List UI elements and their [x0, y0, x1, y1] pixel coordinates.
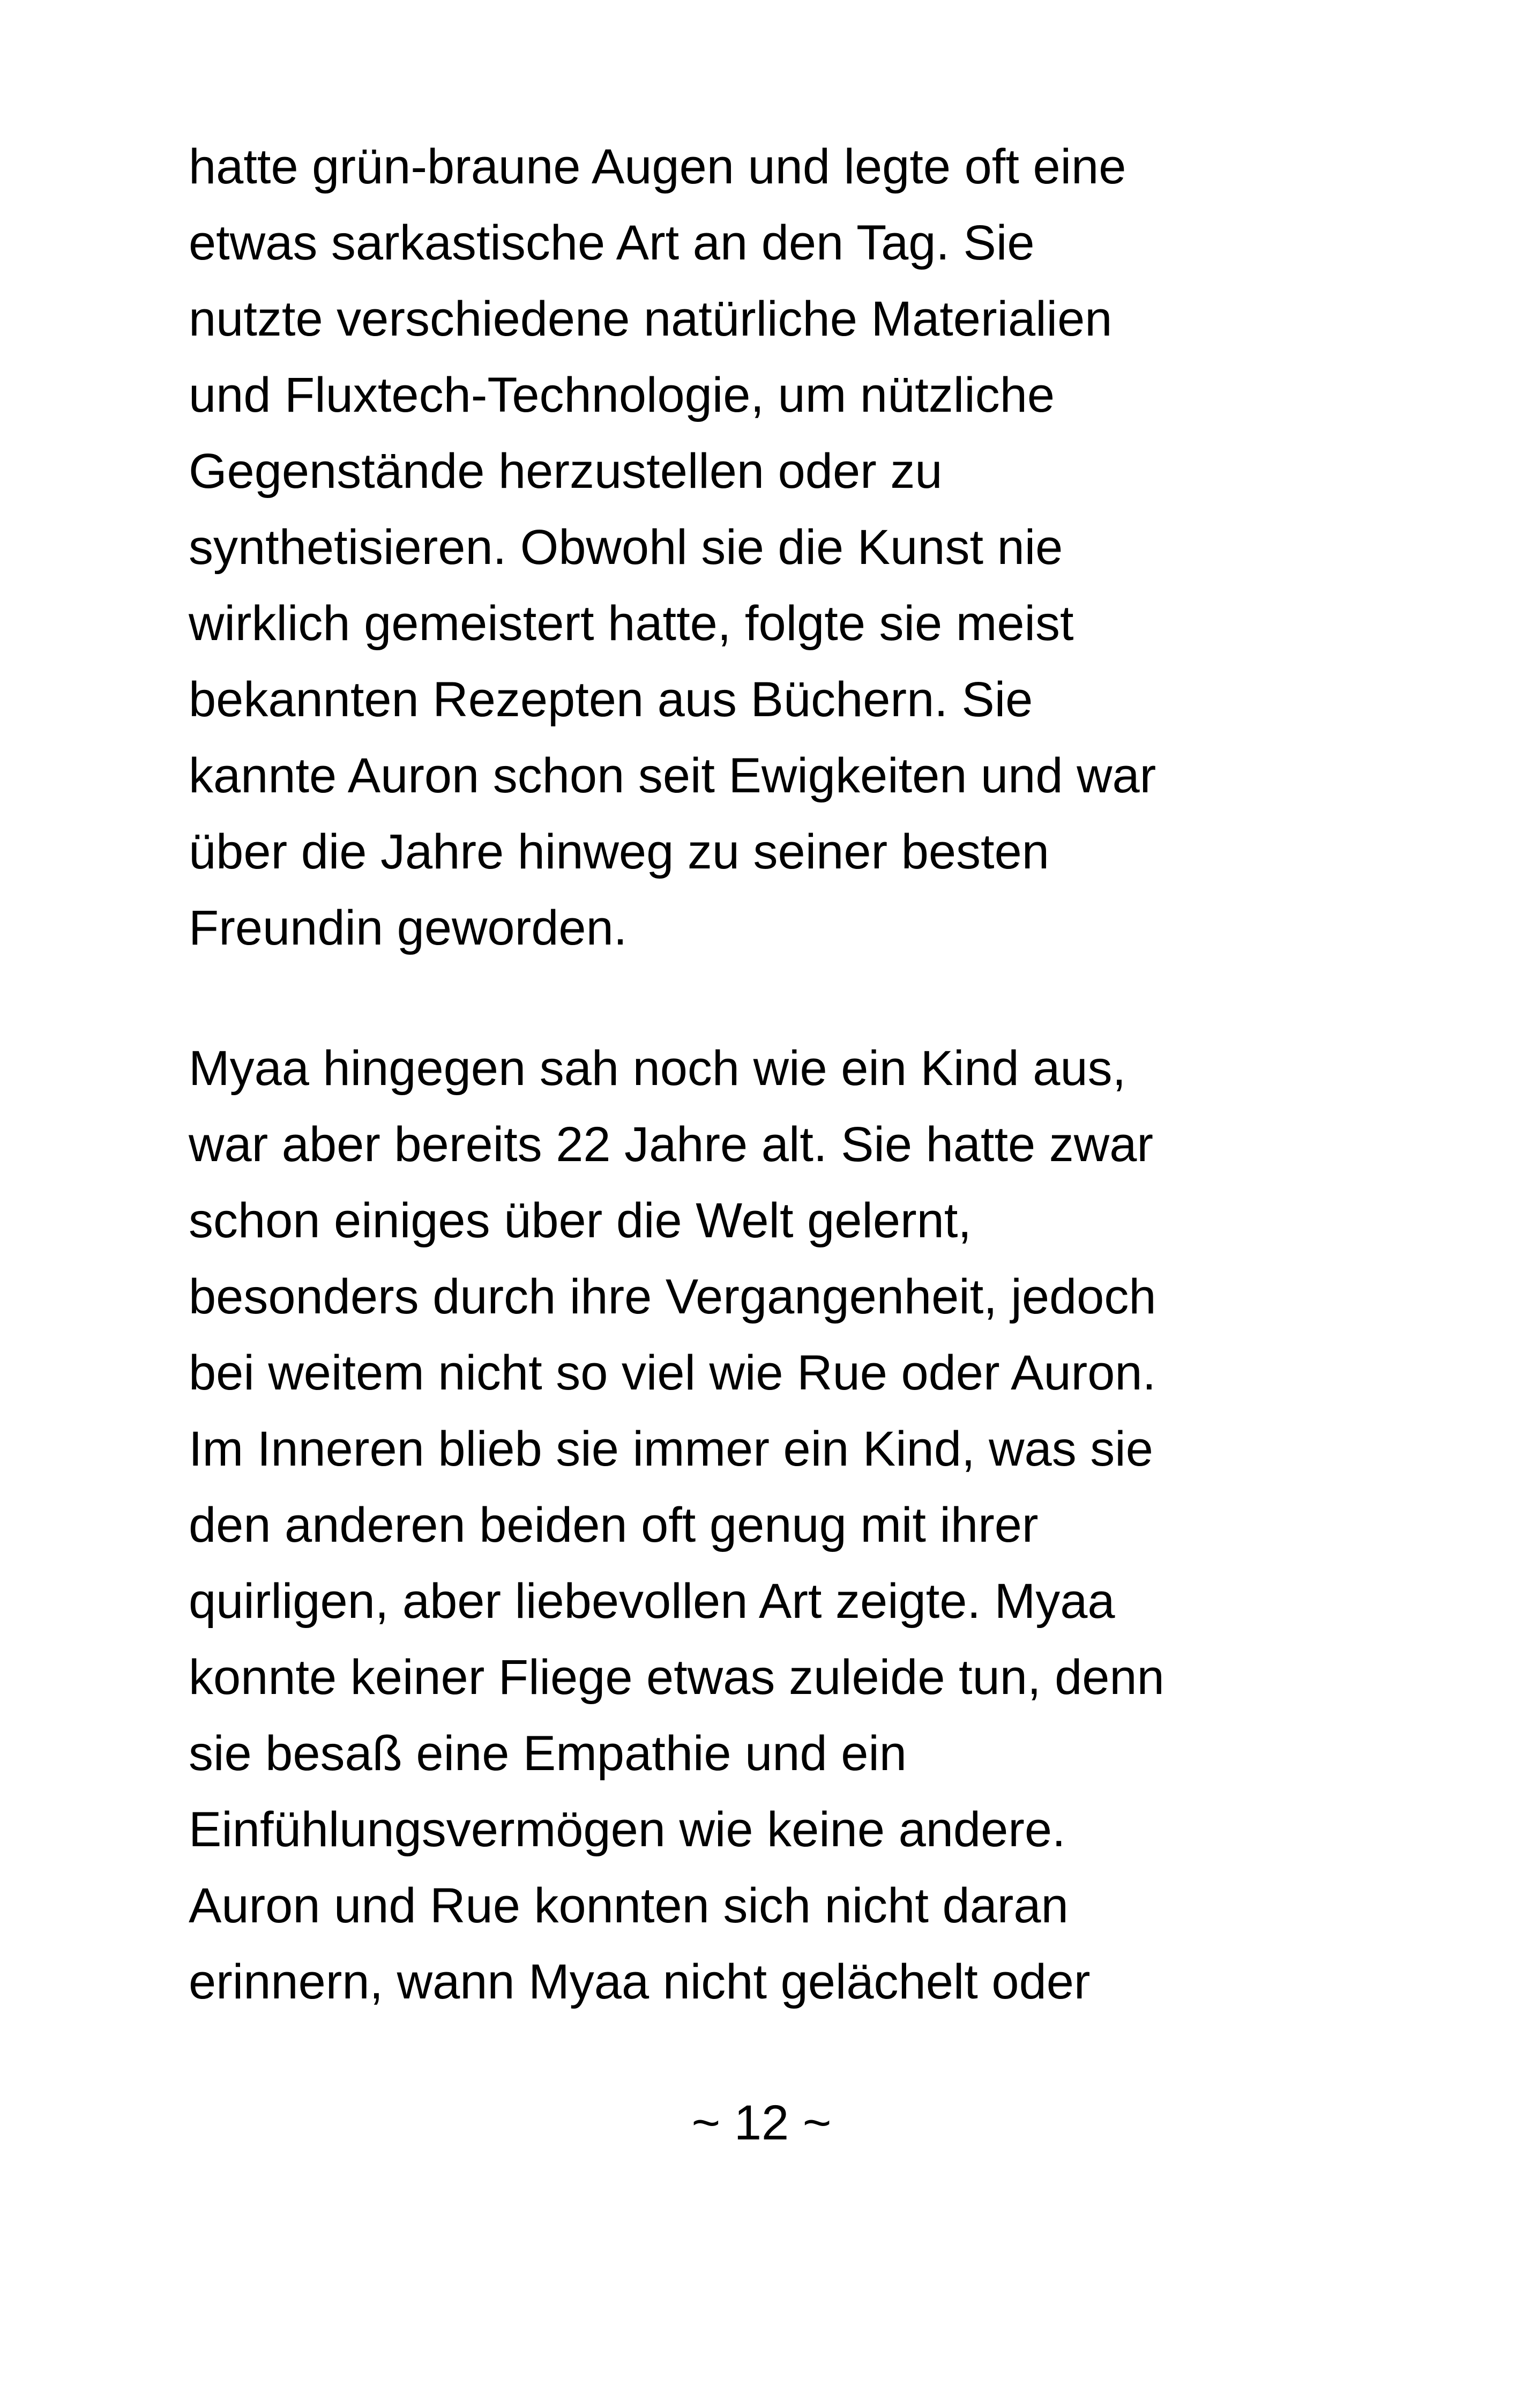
- text-line: und Fluxtech-Technologie, um nützliche: [189, 368, 1055, 422]
- text-line: quirligen, aber liebevollen Art zeigte. Myaa: [189, 1574, 1115, 1629]
- text-line: Im Inneren blieb sie immer ein Kind, was sie: [189, 1422, 1153, 1476]
- text-line: Freundin geworden.: [189, 901, 628, 955]
- text-line: Myaa hingegen sah noch wie ein Kind aus,: [189, 1041, 1126, 1096]
- paragraph-2: [189, 1030, 1341, 2020]
- text-line: Gegenstände herzustellen oder zu: [189, 444, 943, 499]
- text-line: besonders durch ihre Vergangenheit, jedoch: [189, 1269, 1156, 1324]
- body-text: [189, 129, 1341, 2020]
- text-line: wirklich gemeistert hatte, folgte sie meist: [189, 596, 1074, 651]
- text-line: bei weitem nicht so viel wie Rue oder Auron.: [189, 1346, 1156, 1400]
- text-line: hatte grün-braune Augen und legte oft eine: [189, 139, 1126, 194]
- text-line: schon einiges über die Welt gelernt,: [189, 1193, 972, 1248]
- paragraph-1: [189, 129, 1341, 966]
- text-line: bekannten Rezepten aus Büchern. Sie: [189, 672, 1033, 727]
- text-line: Einfühlungsvermögen wie keine andere.: [189, 1802, 1066, 1857]
- text-line: kannte Auron schon seit Ewigkeiten und war: [189, 748, 1156, 803]
- text-line: den anderen beiden oft genug mit ihrer: [189, 1498, 1039, 1552]
- text-line: Auron und Rue konnten sich nicht daran: [189, 1878, 1069, 1933]
- text-line: sie besaß eine Empathie und ein: [189, 1726, 907, 1781]
- text-line: synthetisieren. Obwohl sie die Kunst nie: [189, 520, 1063, 575]
- text-line: nutzte verschiedene natürliche Materialien: [189, 292, 1113, 346]
- text-line: etwas sarkastische Art an den Tag. Sie: [189, 215, 1035, 270]
- page-number: ~ 12 ~: [691, 2095, 832, 2150]
- text-line: erinnern, wann Myaa nicht gelächelt oder: [189, 1954, 1091, 2009]
- text-line: über die Jahre hinweg zu seiner besten: [189, 824, 1049, 879]
- text-line: konnte keiner Fliege etwas zuleide tun, denn: [189, 1650, 1164, 1705]
- text-line: war aber bereits 22 Jahre alt. Sie hatte zwar: [189, 1117, 1154, 1172]
